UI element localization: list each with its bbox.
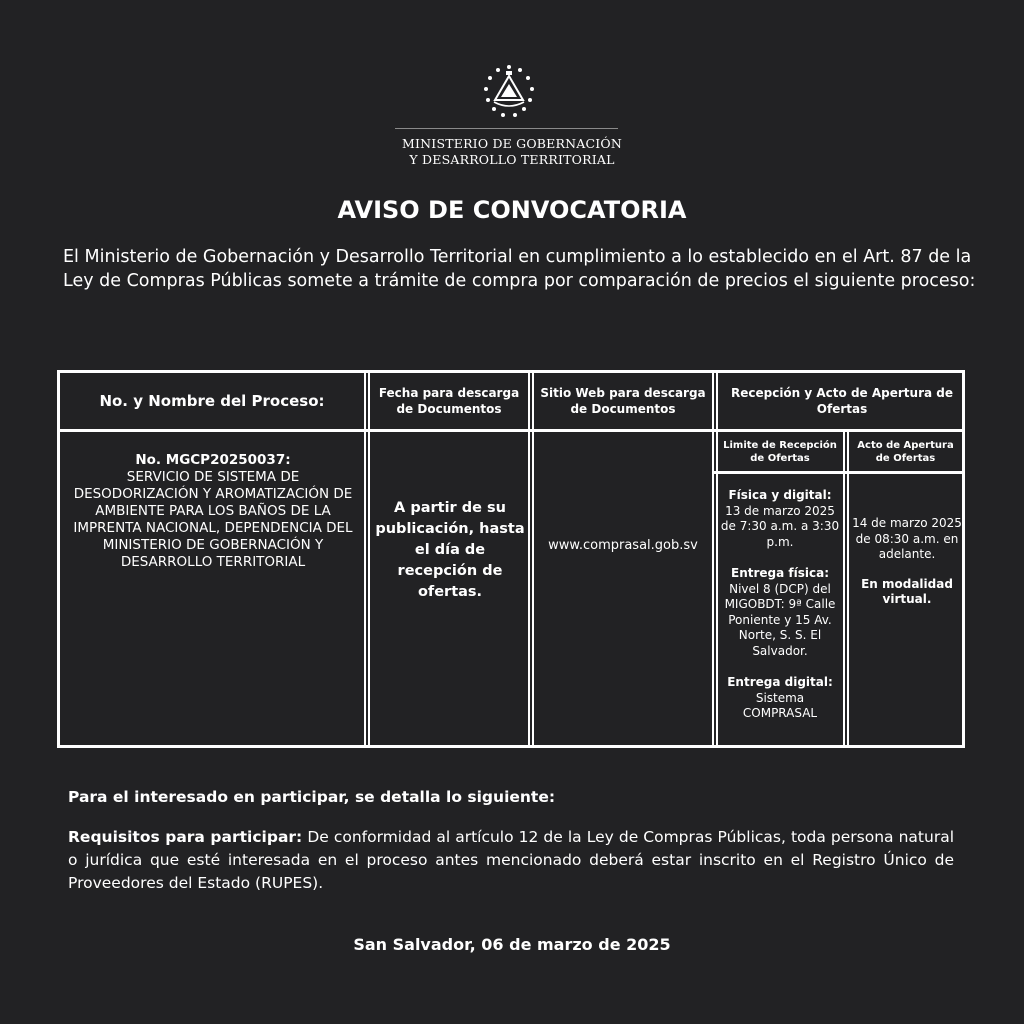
ministry-name [360, 136, 664, 168]
opening-details [852, 516, 962, 636]
col-sep-1a [364, 370, 366, 748]
physical-delivery-text: Nivel 8 (DCP) del MIGOBDT: 9ª Calle Poniente y 15 Av. Norte, S. S. El Salvador. [724, 581, 836, 658]
process-cell [71, 452, 355, 602]
requirements-label: Requisitos para participar: [68, 828, 303, 846]
digital-delivery-label: Entrega digital: [727, 675, 833, 689]
physical-digital-text: 13 de marzo 2025 de 7:30 a.m. a 3:30 p.m. [720, 503, 840, 549]
col-sep-2b [532, 370, 534, 748]
col-sep-3b [716, 370, 718, 748]
process-name: SERVICIO DE SISTEMA DE DESODORIZACIÓN Y AROMATIZACIÓN DE AMBIENTE PARA LOS BAÑOS DE LA IMPRENTA NACIONAL, DEPENDENCIA DEL MINISTERIO DE GOBERNACIÓN Y DESARROLLO TERRITORIAL [73, 469, 353, 570]
header-download-date: Fecha para descarga de Documentos [378, 386, 520, 416]
table-border-bottom [57, 745, 965, 748]
download-date-value: A partir de su publicación, hasta el día de recepción de ofertas. [375, 499, 525, 600]
header-process-name: No. y Nombre del Proceso: [99, 392, 325, 410]
opening-mode-text: En modalidad virtual. [861, 576, 953, 606]
requirements-paragraph [68, 826, 954, 895]
header-reception-opening: Recepción y Acto de Apertura de Ofertas [730, 386, 953, 416]
col-sep-4b [847, 430, 849, 748]
process-table [57, 370, 965, 748]
col-sep-4a [843, 430, 845, 748]
ministry-name-line1: MINISTERIO DE GOBERNACIÓN [402, 136, 622, 151]
header-website: Sitio Web para descarga de Documentos [540, 386, 706, 416]
opening-date-text: 14 de marzo 2025 de 08:30 a.m. en adelante. [852, 516, 962, 561]
reception-details [719, 488, 841, 724]
intro-paragraph: El Ministerio de Gobernación y Desarrollo Territorial en cumplimiento a lo establecido en el Art. 87 de la Ley de Compras Públicas somete a trámite de compra por comparación de precios el siguiente proceso: [63, 247, 976, 291]
requirements-text: De conformidad al artículo 12 de la Ley de Compras Públicas, toda persona natural o jurídica que esté interesada en el proceso antes mencionado deberá estar inscrito en el Registro Único de Proveedores del Estado (RUPES). [68, 828, 954, 892]
col-sep-1b [368, 370, 370, 748]
subheader-reception-limit: Limite de Recepción de Ofertas [723, 440, 837, 464]
col-sep-2a [528, 370, 530, 748]
table-subheader-divider [714, 471, 965, 474]
table-header-divider [57, 429, 965, 432]
process-number: No. MGCP20250037: [135, 452, 291, 468]
ministry-name-line2: Y DESARROLLO TERRITORIAL [409, 152, 615, 167]
website-link[interactable]: www.comprasal.gob.sv [548, 537, 698, 553]
digital-delivery-text: Sistema COMPRASAL [742, 690, 818, 720]
subheader-opening-act: Acto de Apertura de Ofertas [857, 440, 954, 464]
physical-delivery-label: Entrega física: [731, 566, 829, 580]
col-sep-3a [712, 370, 714, 748]
physical-digital-label: Física y digital: [728, 488, 832, 502]
table-border-right [962, 370, 965, 748]
ministry-divider [395, 128, 618, 129]
place-date: San Salvador, 06 de marzo de 2025 [353, 935, 671, 954]
notice-title: AVISO DE CONVOCATORIA [337, 196, 687, 224]
el-salvador-seal-logo [480, 62, 538, 120]
details-heading: Para el interesado en participar, se detalla lo siguiente: [68, 788, 556, 806]
